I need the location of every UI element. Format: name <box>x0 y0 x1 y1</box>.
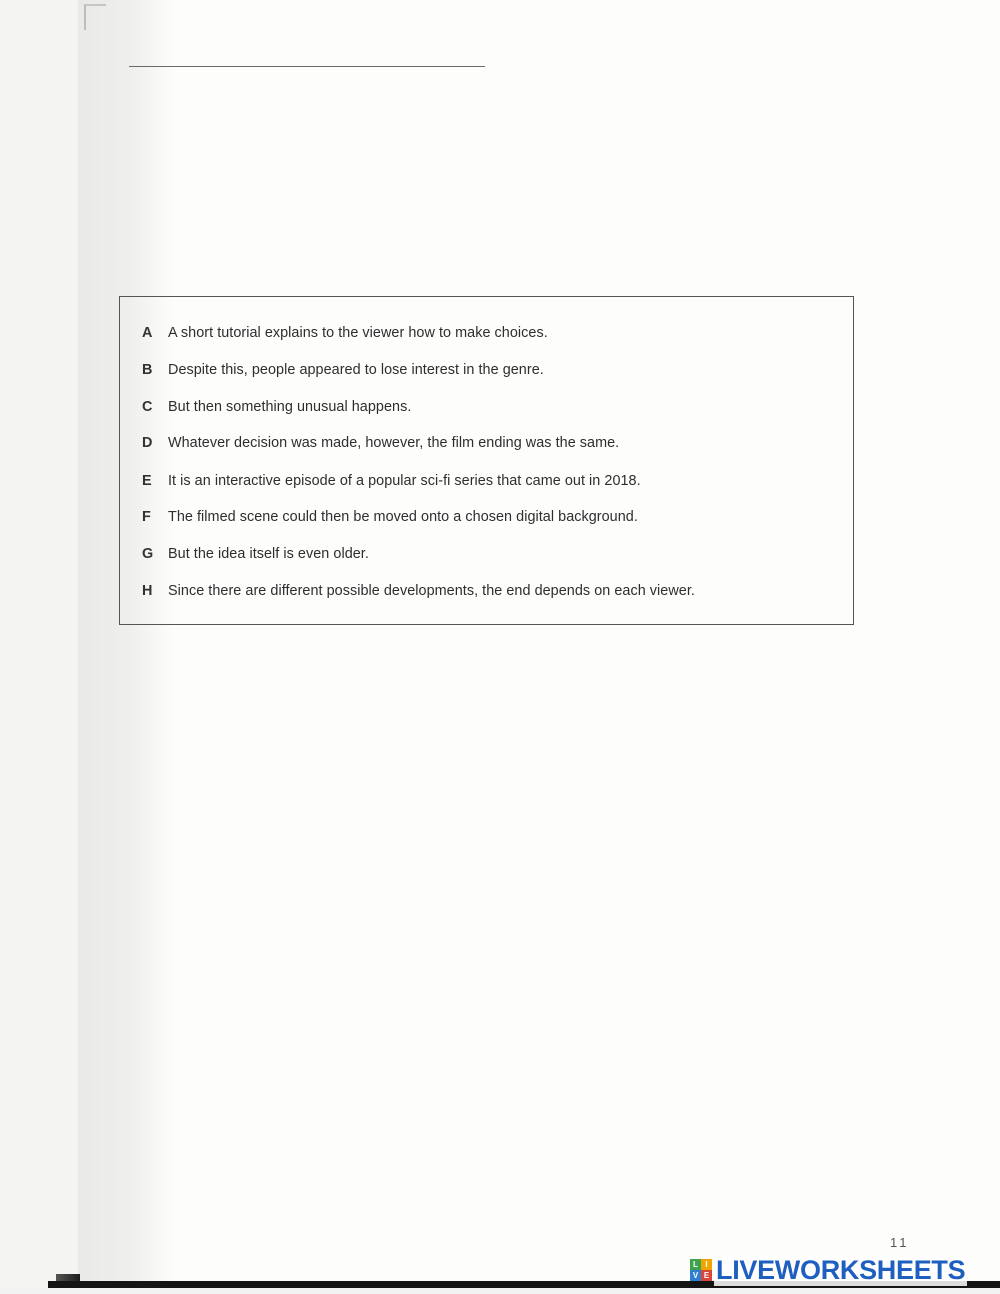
option-letter: B <box>142 362 153 378</box>
answer-line <box>129 66 485 67</box>
option-text: Since there are different possible developments, the end depends on each viewer. <box>168 583 695 599</box>
option-text: It is an interactive episode of a popular sci-fi series that came out in 2018. <box>168 473 641 489</box>
option-text: Despite this, people appeared to lose interest in the genre. <box>168 362 544 378</box>
option-row-f <box>142 507 638 527</box>
option-row-h <box>142 581 695 601</box>
binding-shadow <box>78 0 174 1284</box>
option-text: But the idea itself is even older. <box>168 546 369 562</box>
option-letter: G <box>142 546 154 562</box>
liveworksheets-logo <box>690 1254 967 1286</box>
option-letter: H <box>142 583 153 599</box>
page-number: 11 <box>890 1235 910 1250</box>
option-row-b <box>142 360 544 380</box>
option-text: But then something unusual happens. <box>168 399 412 415</box>
option-row-g <box>142 544 369 564</box>
option-letter: D <box>142 435 153 451</box>
option-text: A short tutorial explains to the viewer how to make choices. <box>168 325 548 341</box>
page-corner-mark <box>84 4 106 30</box>
option-letter: F <box>142 509 151 525</box>
sentence-options-box <box>119 296 854 625</box>
option-row-c <box>142 397 411 417</box>
option-letter: A <box>142 325 153 341</box>
option-text: The filmed scene could then be moved onto a chosen digital background. <box>168 509 638 525</box>
option-letter: C <box>142 399 153 415</box>
worksheet-page <box>78 0 1000 1284</box>
scan-margin <box>0 1288 1000 1294</box>
option-row-a <box>142 323 548 343</box>
liveworksheets-wordmark: LIVEWORKSHEETS <box>716 1254 966 1285</box>
option-text: Whatever decision was made, however, the film ending was the same. <box>168 435 620 451</box>
liveworksheets-badge-icon: L I V E <box>690 1259 712 1281</box>
option-row-d <box>142 433 619 453</box>
option-letter: E <box>142 473 152 489</box>
option-row-e <box>142 471 641 491</box>
